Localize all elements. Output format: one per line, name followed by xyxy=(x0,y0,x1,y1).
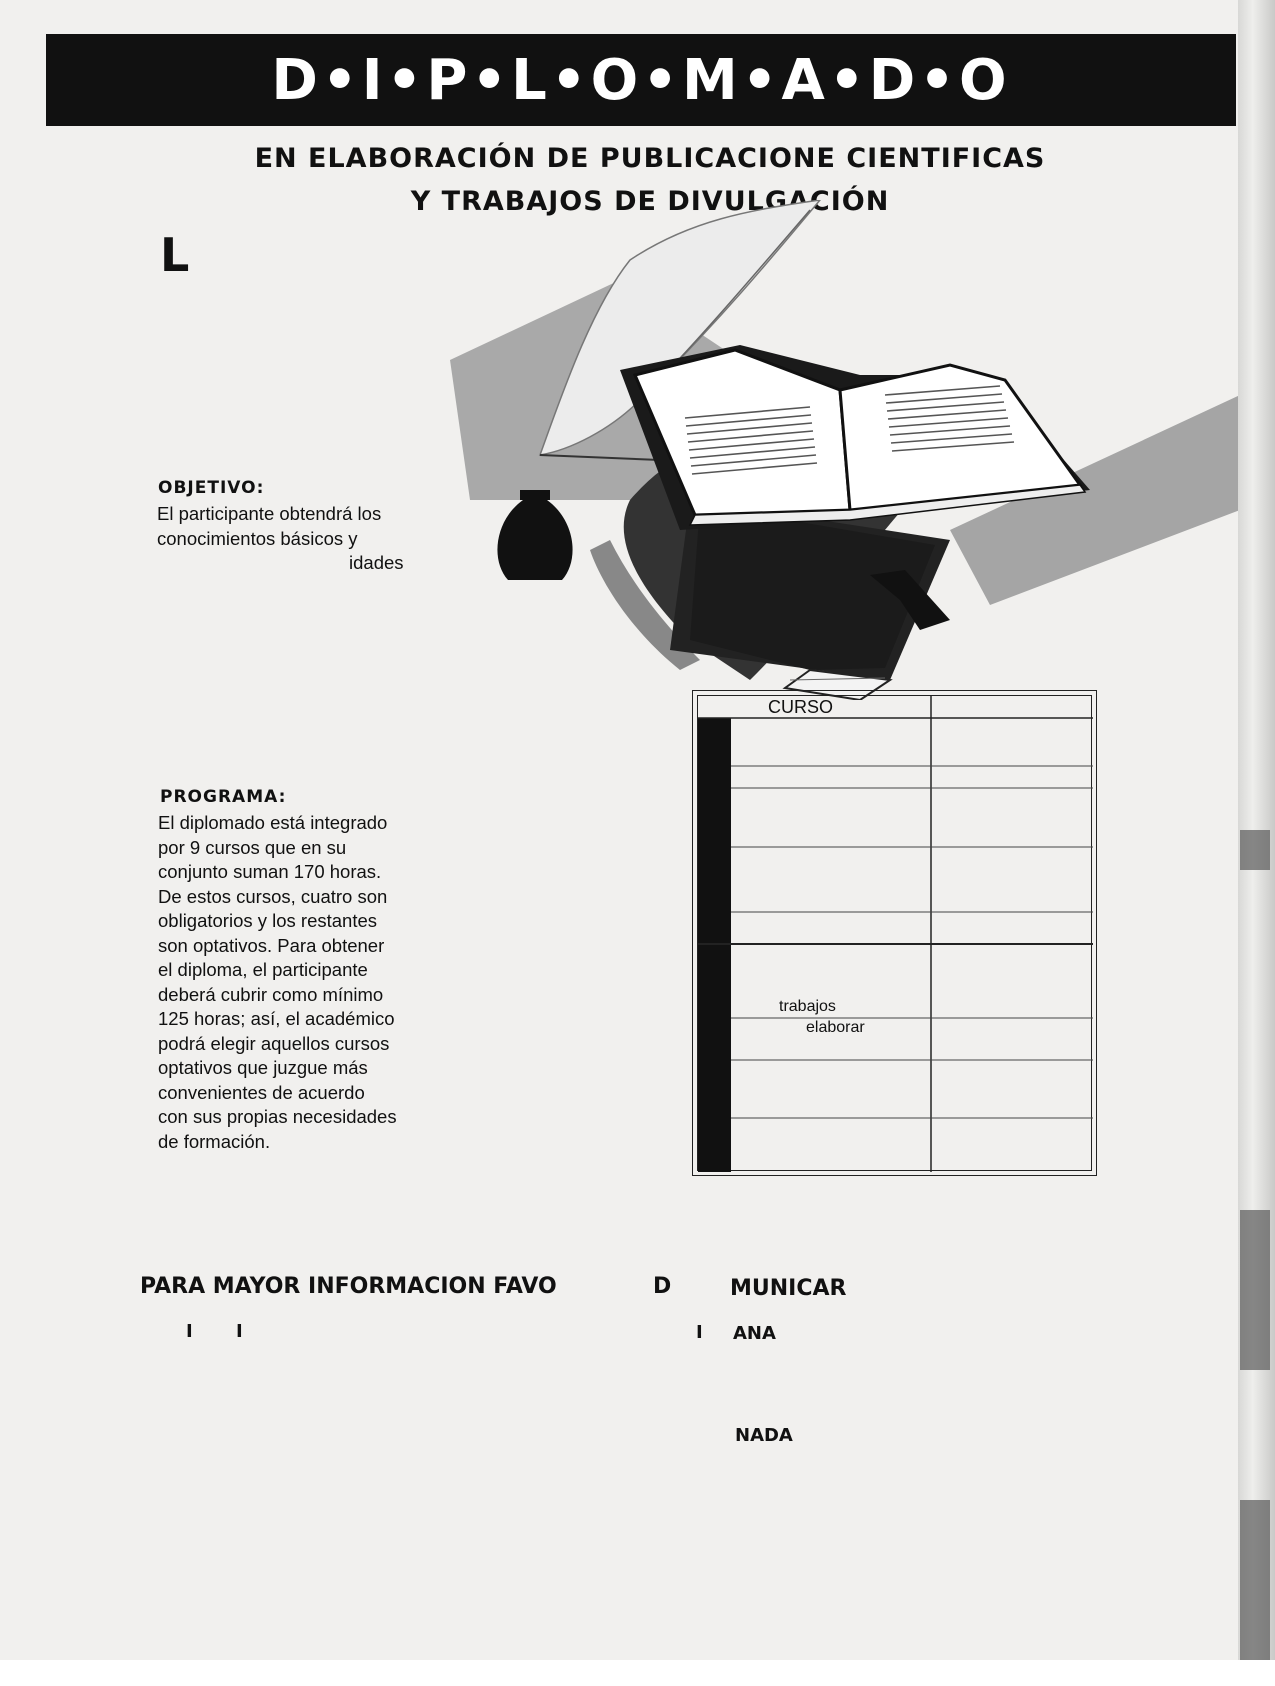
book-and-quill-illustration xyxy=(390,200,1240,700)
banner-title: D•I•P•L•O•M•A•D•O xyxy=(271,47,1011,113)
course-table-inner xyxy=(697,695,1092,1171)
footer-fragment: D xyxy=(653,1274,672,1299)
footer-fragment: NADA xyxy=(735,1425,793,1446)
table-fragment: elaborar xyxy=(806,1019,865,1036)
programa-line: De estos cursos, cuatro son xyxy=(158,885,388,907)
subtitle-line-2: Y TRABAJOS DE DIVULGACIÓN xyxy=(410,186,890,217)
programa-line: de formación. xyxy=(158,1130,271,1152)
footer-fragment: ANA xyxy=(733,1323,776,1344)
table-fragment: trabajos xyxy=(779,998,836,1015)
programa-heading: PROGRAMA: xyxy=(160,787,287,807)
footer-fragment: I xyxy=(696,1322,703,1343)
programa-line: optativos que juzgue más xyxy=(158,1057,368,1078)
programa-line: convenientes de acuerdo xyxy=(158,1081,365,1103)
footer-info-label: PARA MAYOR INFORMACION FAVO xyxy=(140,1274,557,1299)
programa-line: obligatorios y los restantes xyxy=(158,910,378,931)
objetivo-heading: OBJETIVO: xyxy=(158,478,265,498)
drop-cap: L xyxy=(160,228,190,282)
programa-line: con sus propias necesidades xyxy=(158,1106,397,1127)
table-header-curso: CURSO xyxy=(768,697,834,717)
course-table xyxy=(692,690,1097,1176)
programa-line: por 9 cursos que en su xyxy=(158,836,347,858)
adjacent-page-edge xyxy=(1238,0,1275,1660)
objetivo-line: El participante obtendrá los xyxy=(157,503,382,524)
footer-fragment: I xyxy=(186,1321,193,1342)
course-table-grid xyxy=(698,696,1093,1172)
programa-line: son optativos. Para obtener xyxy=(158,934,385,956)
programa-line: podrá elegir aquellos cursos xyxy=(158,1032,390,1054)
programa-line: 125 horas; así, el académico xyxy=(158,1008,395,1029)
programa-line: el diploma, el participante xyxy=(158,959,368,980)
title-banner xyxy=(46,34,1236,126)
programa-line: deberá cubrir como mínimo xyxy=(158,983,384,1005)
programa-text xyxy=(158,811,397,1154)
programa-line: conjunto suman 170 horas. xyxy=(158,861,382,882)
footer-fragment: I xyxy=(236,1321,243,1342)
footer-fragment: MUNICAR xyxy=(730,1276,847,1301)
objetivo-text xyxy=(157,502,404,576)
subtitle-line-1: EN ELABORACIÓN DE PUBLICACIONE CIENTIFICAS xyxy=(254,143,1046,174)
objetivo-line: idades xyxy=(349,552,404,573)
objetivo-line: conocimientos básicos y xyxy=(157,527,358,549)
programa-line: El diplomado está integrado xyxy=(158,812,388,833)
